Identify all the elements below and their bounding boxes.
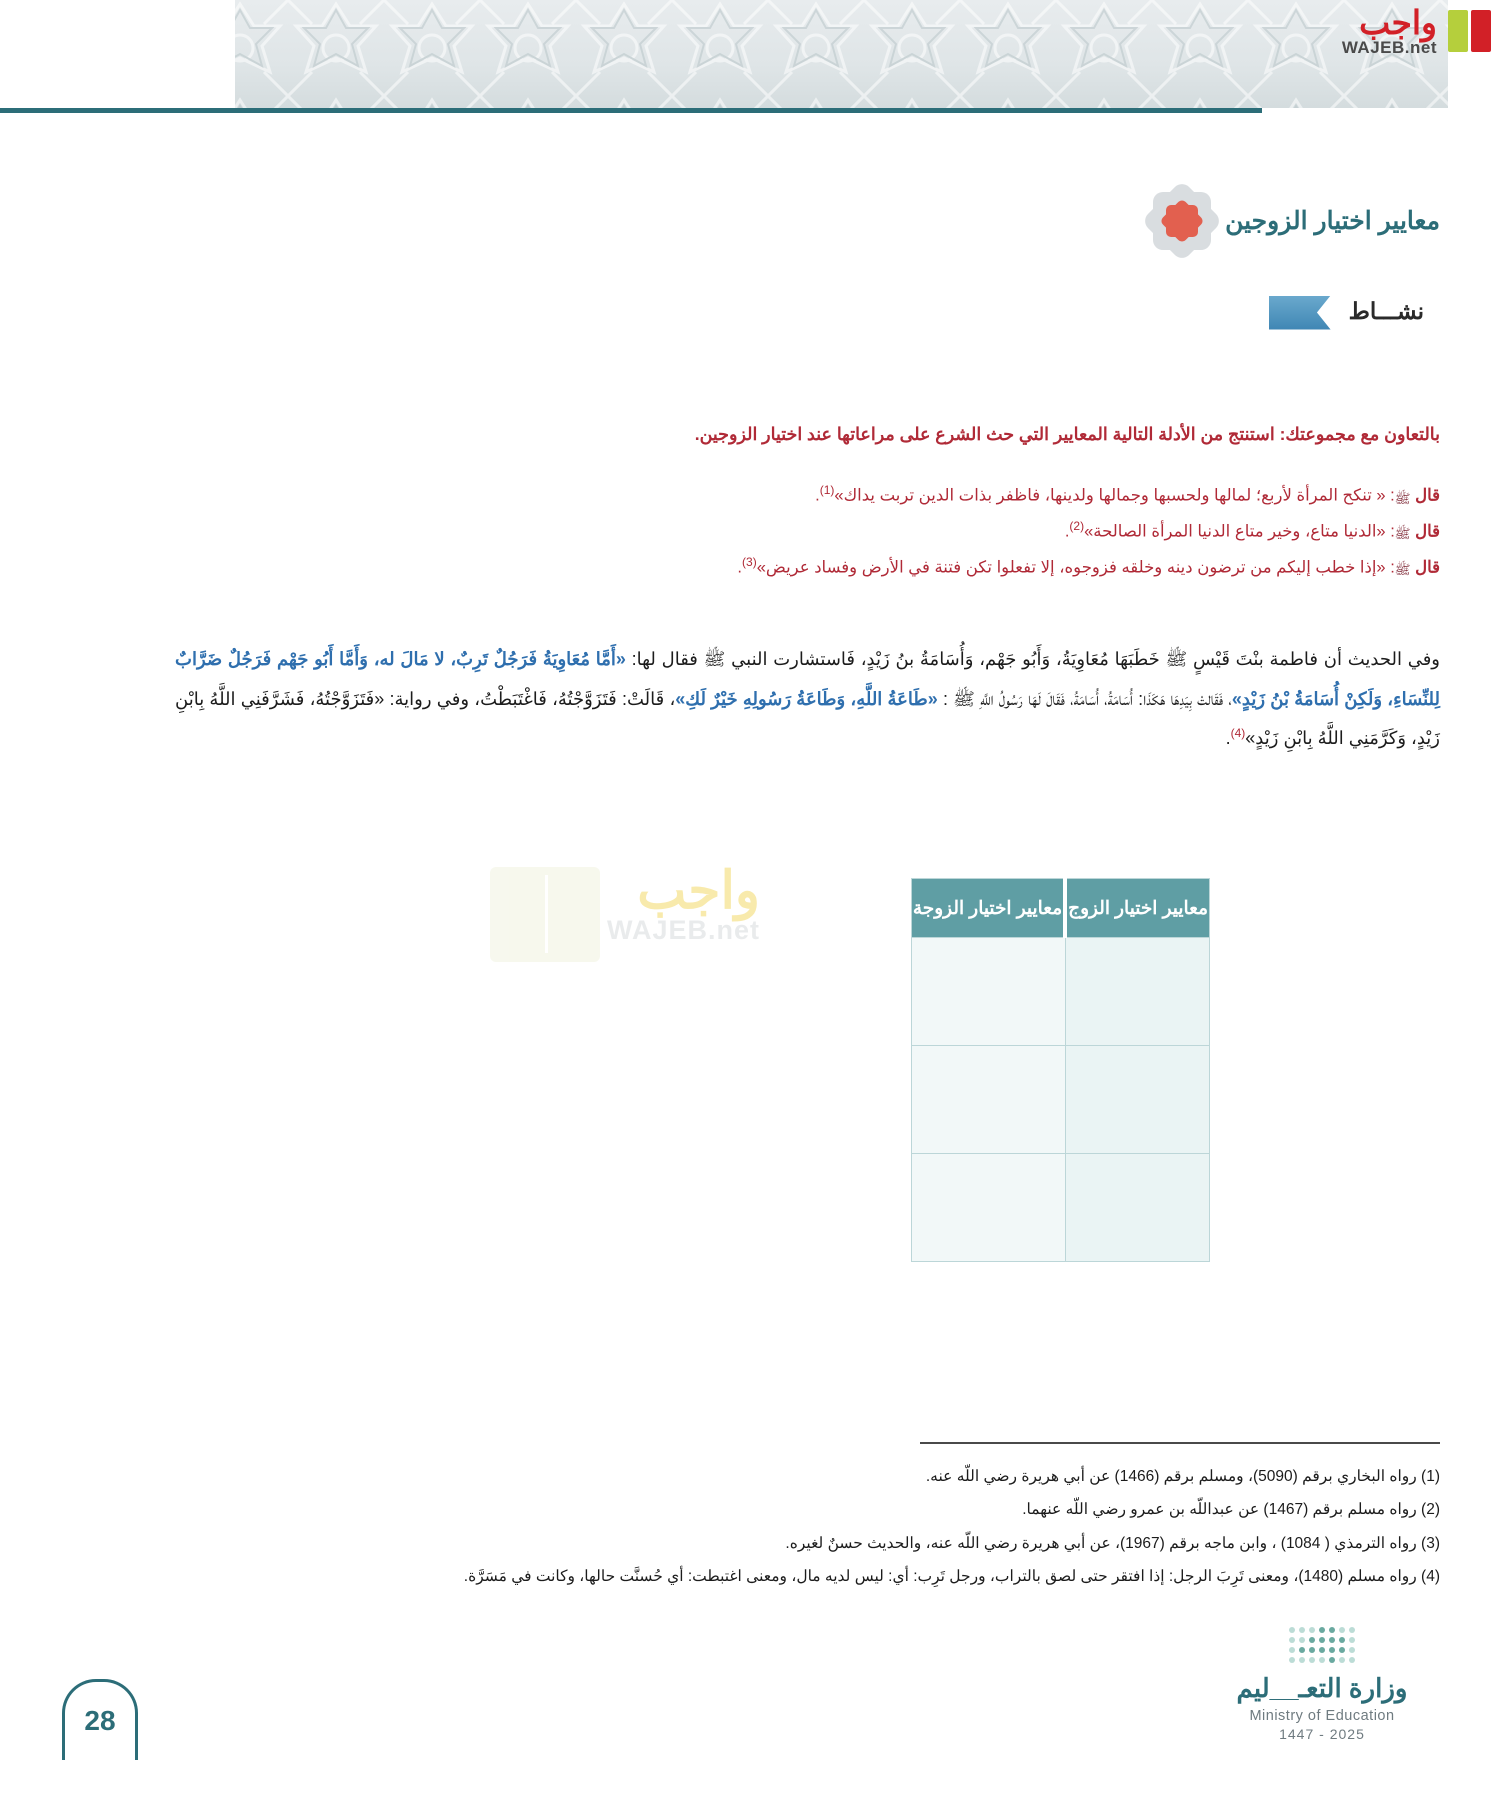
table-cell-husband-1[interactable] [1065,938,1209,1046]
section-heading [1153,192,1440,250]
salla-allahu-icon: ﷺ [1394,490,1411,506]
hadith-item [330,514,1440,550]
watermark-latin: WAJEB.net [606,915,760,945]
page-title: معايير اختيار الزوجين [1225,207,1440,235]
narrative-paragraph [175,640,1440,759]
hadith-text: : « تنكح المرأة لأربع؛ لمالها ولحسبها وجمالها ولدينها، فاظفر بذات الدين تربت يداك» [834,486,1395,505]
footnote-4: (4) رواه مسلم (1480)، ومعنى تَرِبَ الرجل: إذا افتقر حتى لصق بالتراب، ورجل تَرِب: أي: ليس لديه مال، ومعنى اغتبطت: أي حُسنَّت حالها، وكانت في مَسَرَّة. [463,1567,1440,1585]
hadith-qaala: قال [1415,486,1440,505]
footnote-ref: (3) [742,554,757,569]
hadith-item [330,550,1440,586]
table-row [911,1154,1209,1262]
activity-flag-icon [1269,296,1331,330]
wajeb-logo [1342,6,1492,56]
hadith-tail: . [1064,522,1070,541]
footnote-divider [920,1442,1440,1444]
table-header-row [911,879,1209,938]
footnote-3: (3) رواه الترمذي ( 1084) ، وابن ماجه برقم (1967)، عن أبي هريرة رضي اللّه عنه، والحديث حسنٌ لغيره. [785,1534,1440,1552]
ministry-logo [1222,1627,1422,1742]
narrative-quote-1: «أَمَّا مُعَاوِيَةُ فَرَجُلٌ تَرِبٌ، لا مَالَ له، وَأَمَّا أَبُو جَهْم فَرَجُلٌ ضَرَّابٌ لِلنِّسَاءِ، وَلَكِنْ أُسَامَةُ بْنُ زَيْدٍ» [175,649,1440,709]
narrative-quote-2: «طَاعَةُ اللَّهِ، وَطَاعَةُ رَسُولِهِ خَيْرٌ لَكِ» [675,688,938,709]
page-number: 28 [62,1679,138,1760]
narrative-part-2: ، فَقَالتْ بِيَدِهَا هَكَذَا: أُسَامَةُ، أُسَامَةُ، فَقَالَ لَهَا رَسُولُ اللَّهِ ﷺ : [937,688,1232,709]
activity-label: نشـــاط [1331,294,1440,331]
narrative-part-3: ، قَالَتْ: فَتَزَوَّجْتُهُ، فَاغْتَبَطْتُ، وفي رواية: «فَتَزَوَّجْتُهُ، فَشَرَّفَنِي اللَّهُ بِابْنِ زَيْدٍ، وَكَرَّمَنِي اللَّهُ بِابْنِ زَيْدٍ» [175,688,1440,749]
footnotes [175,1460,1440,1593]
salla-allahu-icon: ﷺ [1394,562,1411,578]
narrative-part-1: وفي الحديث أن فاطمة بنْتَ قَيْسٍ ﷺ خَطَبَهَا مُعَاوِيَةُ، وَأَبُو جَهْم، وَأُسَامَةُ بنُ زَيْدٍ، فَاستشارت النبي ﷺ فقال لها: [625,649,1440,669]
ministry-name-arabic: وزارة التعـ__ليم [1236,1673,1408,1703]
dots-decoration-icon [1222,1627,1422,1663]
table-cell-wife-2[interactable] [911,1046,1065,1154]
activity-tab [1269,294,1440,331]
table-cell-husband-3[interactable] [1065,1154,1209,1262]
footnote-ref: (4) [1230,726,1246,741]
watermark-book-icon [490,867,600,962]
salla-allahu-icon: ﷺ [1394,526,1411,542]
table-row [911,1046,1209,1154]
book-icon [1445,6,1492,56]
table-cell-wife-3[interactable] [911,1154,1065,1262]
hadith-list [330,478,1440,586]
table-cell-wife-1[interactable] [911,938,1065,1046]
criteria-table [911,878,1210,1262]
wajeb-logo-arabic: واجب [1359,4,1437,41]
table-cell-husband-2[interactable] [1065,1046,1209,1154]
footnote-2: (2) رواه مسلم برقم (1467) عن عبداللّه بن عمرو رضي اللّه عنهما. [1022,1501,1440,1519]
top-rule [0,108,1262,113]
hadith-qaala: قال [1415,522,1440,541]
hadith-tail: . [737,558,742,577]
watermark-arabic: واجب [637,862,760,920]
hadith-text: : «إذا خطب إليكم من ترضون دينه وخلقه فزوجوه، إلا تفعلوا تكن فتنة في الأرض وفساد عريض» [756,558,1395,577]
hadith-item [330,478,1440,514]
table-header-husband: معايير اختيار الزوج [1065,879,1209,938]
wajeb-logo-latin: WAJEB.net [1341,38,1437,57]
wajeb-watermark [480,855,780,1005]
ministry-name-english: Ministry of Education [1249,1708,1395,1724]
footnote-ref: (2) [1069,518,1085,533]
activity-prompt: بالتعاون مع مجموعتك: استنتج من الأدلة التالية المعايير التي حث الشرع على مراعاتها عند اختيار الزوجين. [694,424,1440,444]
table-header-wife: معايير اختيار الزوجة [911,879,1065,938]
footnote-ref: (1) [819,483,835,497]
hadith-tail: . [815,486,820,505]
footnote-1: (1) رواه البخاري برقم (5090)، ومسلم برقم (1466) عن أبي هريرة رضي اللّه عنه. [925,1468,1440,1485]
hadith-qaala: قال [1415,558,1440,577]
rosette-icon [1153,192,1211,250]
table-row [911,938,1209,1046]
hadith-text: : «الدنيا متاع، وخير متاع الدنيا المرأة الصالحة» [1084,522,1395,541]
narrative-tail: . [1225,728,1231,749]
ministry-years: 2025 - 1447 [1279,1726,1365,1742]
top-ornamental-band [0,0,1500,108]
band-white-left [0,0,235,108]
